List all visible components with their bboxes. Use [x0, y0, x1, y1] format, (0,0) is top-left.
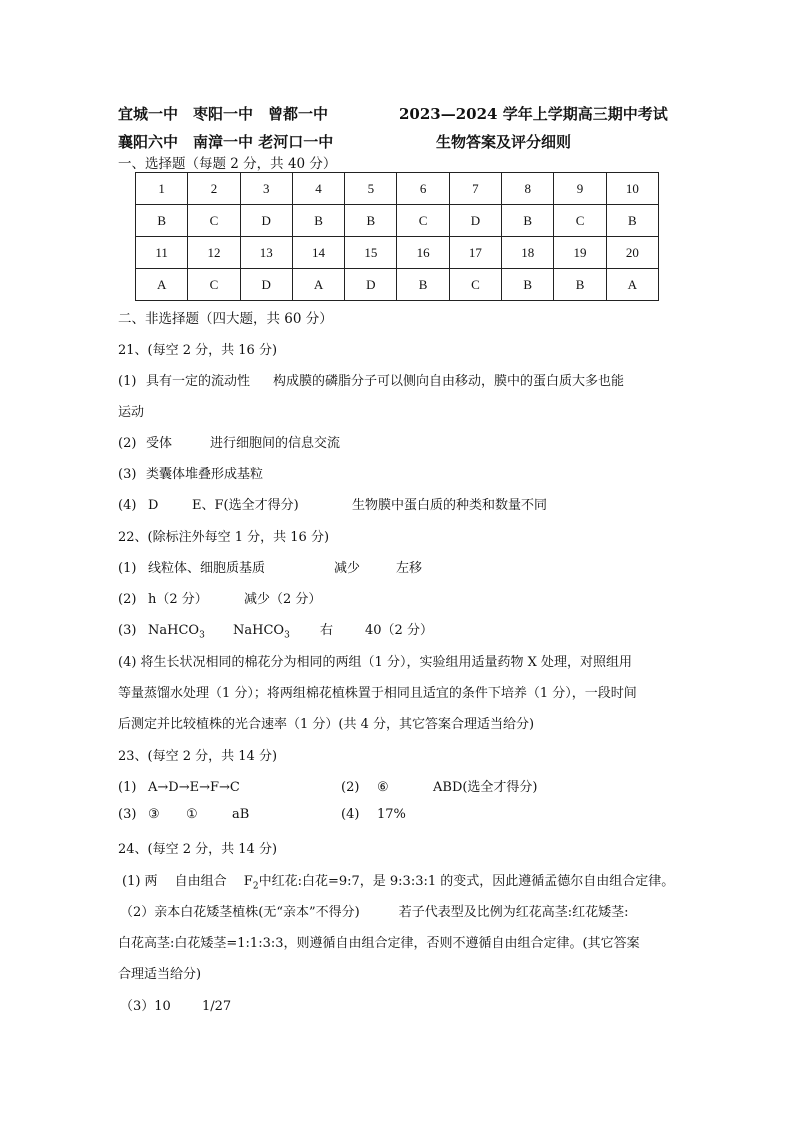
q22-1-b: 减少: [334, 561, 361, 576]
answer-cell: B: [292, 205, 344, 237]
q23-2-b: ABD(选全才得分): [433, 780, 538, 795]
q24-3-b: 1/27: [202, 999, 232, 1014]
q23-2-a: ⑥: [377, 780, 389, 795]
answer-cell: A: [606, 269, 658, 301]
question-number-cell: 11: [136, 237, 188, 269]
answer-cell: C: [449, 269, 501, 301]
multiple-choice-answer-table: [135, 172, 659, 301]
q22-1-c: 左移: [396, 561, 423, 576]
q22-3-d: 40（2 分）: [365, 623, 433, 638]
q23-1-a: A→D→E→F→C: [148, 780, 240, 795]
schools-line-2: 襄阳六中 南漳一中 老河口一中: [118, 133, 334, 151]
q24-answer-2-line3: 合理适当给分): [118, 967, 202, 982]
q24-answer-1: (1) 两 自由组合 $F_2$中红花:白花=9:7，是 9:3:3:1 的变式，因此遵循孟德尔自由组合定律。: [122, 874, 675, 892]
q21-1-num: (1): [118, 374, 137, 389]
q23-3-num: (3): [118, 807, 137, 822]
question-number-row: [136, 173, 659, 205]
q22-2-b: 减少（2 分）: [244, 592, 322, 607]
question-number-cell: 5: [345, 173, 397, 205]
exam-title: 2023—2024 学年上学期高三期中考试: [399, 105, 668, 123]
answer-key-row: [136, 205, 659, 237]
answer-cell: C: [397, 205, 449, 237]
part2-heading: 二、非选择题（四大题，共 60 分）: [118, 311, 333, 327]
schools-line-1: 宜城一中 枣阳一中 曾都一中: [118, 105, 329, 123]
q22-2-a: h（2 分）: [148, 592, 208, 607]
question-number-cell: 7: [449, 173, 501, 205]
answer-cell: C: [554, 205, 606, 237]
question-number-cell: 9: [554, 173, 606, 205]
question-number-cell: 10: [606, 173, 658, 205]
q22-answer-4-line1: (4) 将生长状况相同的棉花分为相同的两组（1 分），实验组用适量药物 X 处理，对照组用: [118, 655, 632, 670]
q22-answer-2: [118, 588, 321, 607]
q22-1-num: (1): [118, 561, 137, 576]
answer-cell: C: [188, 269, 240, 301]
question-number-cell: 6: [397, 173, 449, 205]
question-number-cell: 3: [240, 173, 292, 205]
q22-3-a: NaHCO$_3$: [148, 623, 205, 641]
q22-answer-1: [118, 557, 422, 576]
q23-2-num: (2): [341, 780, 360, 795]
q21-title: 21、(每空 2 分，共 16 分): [118, 343, 278, 358]
q21-4-c: 生物膜中蛋白质的种类和数量不同: [352, 498, 548, 513]
answer-cell: B: [554, 269, 606, 301]
answer-key-row: [136, 269, 659, 301]
answer-cell: A: [136, 269, 188, 301]
q22-3-b: NaHCO$_3$: [233, 623, 290, 641]
answer-cell: B: [502, 205, 554, 237]
q24-answer-2-line2: 白花高茎:白花矮茎=1:1:3:3，则遵循自由组合定律，否则不遵循自由组合定律。(其它答案: [118, 936, 640, 951]
q21-answer-2: [118, 432, 340, 451]
answer-cell: D: [345, 269, 397, 301]
q21-2-a: 受体: [146, 436, 173, 451]
q23-answer-1-2: [118, 776, 538, 795]
question-number-cell: 17: [449, 237, 501, 269]
q21-4-num: (4): [118, 498, 137, 513]
q21-1-answer: 具有一定的流动性: [146, 374, 251, 389]
q23-3-b: ①: [186, 807, 198, 822]
answer-cell: B: [345, 205, 397, 237]
q21-4-b: E、F(选全才得分): [192, 498, 299, 513]
question-number-cell: 16: [397, 237, 449, 269]
document-title: 生物答案及评分细则: [436, 133, 572, 151]
question-number-row: [136, 237, 659, 269]
q22-1-a: 线粒体、细胞质基质: [148, 561, 266, 576]
answer-cell: B: [136, 205, 188, 237]
answer-cell: B: [502, 269, 554, 301]
question-number-cell: 13: [240, 237, 292, 269]
question-number-cell: 14: [292, 237, 344, 269]
q21-answer-4: [118, 494, 547, 513]
q23-4-a: 17%: [377, 807, 406, 822]
answer-cell: B: [397, 269, 449, 301]
question-number-cell: 8: [502, 173, 554, 205]
q21-answer-3: [118, 463, 263, 482]
question-number-cell: 18: [502, 237, 554, 269]
q22-title: 22、(除标注外每空 1 分，共 16 分): [118, 530, 330, 545]
q24-answer-3: [120, 995, 231, 1014]
q23-3-a: ③: [148, 807, 160, 822]
q24-3-a: （3）10: [120, 999, 171, 1014]
answer-cell: C: [188, 205, 240, 237]
q22-3-c: 右: [320, 623, 334, 638]
q22-answer-4-line3: 后测定并比较植株的光合速率（1 分）(共 4 分，其它答案合理适当给分): [118, 717, 535, 732]
question-number-cell: 15: [345, 237, 397, 269]
answer-cell: B: [606, 205, 658, 237]
question-number-cell: 1: [136, 173, 188, 205]
q21-1-reason: 构成膜的磷脂分子可以侧向自由移动，膜中的蛋白质大多也能: [273, 374, 625, 389]
q23-answer-3-4: [118, 807, 406, 822]
question-number-cell: 2: [188, 173, 240, 205]
q23-title: 23、(每空 2 分，共 14 分): [118, 749, 278, 764]
q22-3-num: (3): [118, 623, 137, 638]
answer-cell: D: [240, 205, 292, 237]
q21-2-b: 进行细胞间的信息交流: [210, 436, 341, 451]
q21-3-num: (3): [118, 467, 137, 482]
q24-title: 24、(每空 2 分，共 14 分): [118, 842, 278, 857]
part1-heading: 一、选择题（每题 2 分，共 40 分）: [118, 156, 337, 172]
q23-4-num: (4): [341, 807, 360, 822]
q21-2-num: (2): [118, 436, 137, 451]
question-number-cell: 12: [188, 237, 240, 269]
answer-cell: D: [240, 269, 292, 301]
answer-cell: D: [449, 205, 501, 237]
question-number-cell: 20: [606, 237, 658, 269]
question-number-cell: 19: [554, 237, 606, 269]
q23-1-num: (1): [118, 780, 137, 795]
q22-2-num: (2): [118, 592, 137, 607]
q22-answer-3: [118, 619, 433, 641]
q21-answer-1-cont: 运动: [118, 405, 145, 420]
q23-3-c: aB: [232, 807, 250, 822]
q21-answer-1: [118, 370, 624, 389]
q21-3-a: 类囊体堆叠形成基粒: [146, 467, 264, 482]
question-number-cell: 4: [292, 173, 344, 205]
answer-cell: A: [292, 269, 344, 301]
q21-4-a: D: [148, 498, 159, 513]
q24-answer-2-line1: （2）亲本白花矮茎植株(无“亲本”不得分) 若子代表型及比例为红花高茎:红花矮茎:: [120, 905, 629, 920]
q22-answer-4-line2: 等量蒸馏水处理（1 分）；将两组棉花植株置于相同且适宜的条件下培养（1 分），一段时间: [118, 686, 637, 701]
